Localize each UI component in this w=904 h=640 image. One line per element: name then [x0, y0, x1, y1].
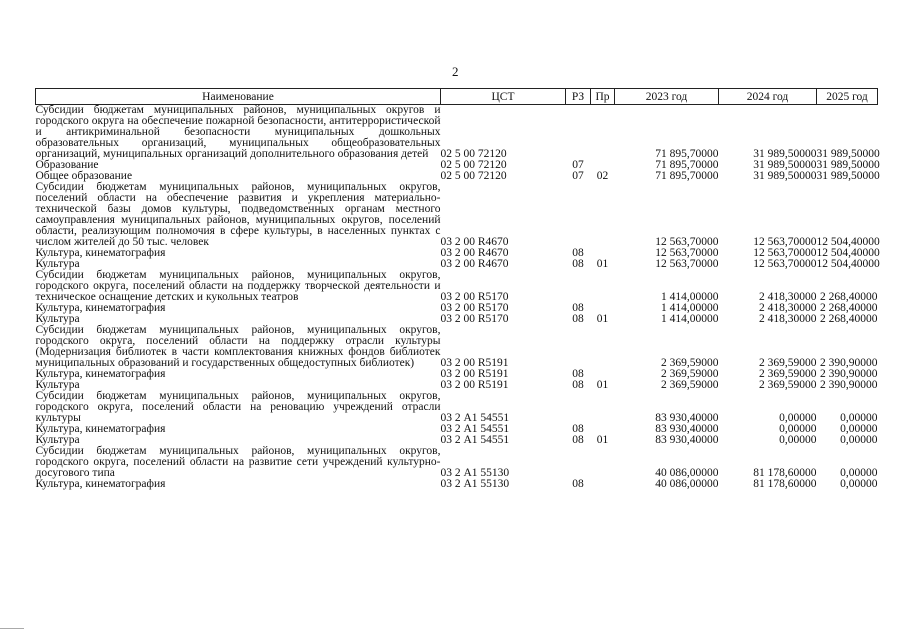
cell-rz: 08: [572, 379, 584, 391]
header-pr: Пр: [591, 89, 615, 105]
cell-rz: 08: [572, 423, 584, 435]
cell-y2025: 12 504,40000: [816, 258, 880, 270]
cell-pr: 02: [596, 170, 609, 182]
cell-rz: [566, 105, 591, 161]
cell-y2023: 12 563,70000: [655, 258, 719, 270]
cell-rz: 08: [572, 434, 584, 446]
cell-y2024: 31 989,50000: [753, 170, 817, 182]
cell-y2023: 83 930,40000: [655, 434, 719, 446]
cell-y2024: 12 563,70000: [753, 236, 817, 248]
cell-pr: [591, 270, 615, 303]
table-row: [36, 325, 878, 369]
cell-rz: 07: [572, 170, 584, 182]
cell-cst: 03 2 00 R5191: [440, 357, 509, 369]
cell-y2025: 2 268,40000: [820, 313, 878, 325]
cell-pr: [591, 446, 615, 479]
cell-y2024: 2 418,30000: [759, 302, 817, 314]
cell-name: Культура, кинематография: [35, 368, 166, 380]
cell-pr: [591, 182, 615, 248]
cell-y2025: 2 390,90000: [820, 368, 878, 380]
cell-cst: 03 2 00 R4670: [440, 258, 509, 270]
cell-y2025: 2 390,90000: [820, 379, 878, 391]
cell-cst: 03 2 00 R5170: [440, 302, 509, 314]
cell-y2024: 2 369,59000: [759, 379, 817, 391]
cell-pr: 01: [596, 434, 609, 446]
cell-name: Культура: [35, 258, 80, 270]
page-number: 2: [452, 64, 459, 79]
table-row: [36, 182, 878, 248]
cell-rz: [566, 270, 591, 303]
cell-y2023: 40 086,00000: [655, 467, 719, 479]
cell-y2024: 81 178,60000: [753, 478, 817, 490]
cell-y2024: 12 563,70000: [753, 247, 817, 259]
cell-name: Культура, кинематография: [35, 478, 166, 490]
cell-y2023: 2 369,59000: [661, 368, 719, 380]
table-body: [36, 105, 878, 491]
cell-cst: 03 2 А1 54551: [440, 434, 510, 446]
cell-y2023: 12 563,70000: [655, 247, 719, 259]
cell-y2023: 71 895,70000: [655, 159, 719, 171]
cell-cst: 03 2 00 R4670: [440, 236, 509, 248]
cell-y2025: 31 989,50000: [816, 148, 880, 160]
cell-name: Культура: [35, 313, 80, 325]
cell-cst: 02 5 00 72120: [440, 148, 507, 160]
cell-pr: [591, 105, 615, 161]
cell-rz: 08: [572, 313, 584, 325]
cell-cst: 02 5 00 72120: [440, 159, 507, 171]
cell-name: Культура, кинематография: [35, 247, 166, 259]
cell-y2023: 40 086,00000: [655, 478, 719, 490]
cell-y2023: 1 414,00000: [661, 313, 719, 325]
cell-pr: [591, 391, 615, 424]
header-2025: 2025 год: [817, 89, 878, 105]
cell-rz: 08: [572, 258, 584, 270]
table-row: [36, 446, 878, 479]
cell-y2025: 0,00000: [840, 412, 878, 424]
cell-y2025: 12 504,40000: [816, 247, 880, 259]
cell-y2024: 0,00000: [779, 434, 817, 446]
cell-y2025: 0,00000: [840, 467, 878, 479]
cell-cst: 03 2 00 R5170: [440, 291, 509, 303]
cell-y2024: 2 369,59000: [759, 357, 817, 369]
cell-cst: 03 2 А1 54551: [440, 412, 510, 424]
header-2023: 2023 год: [615, 89, 719, 105]
cell-y2025: 0,00000: [840, 423, 878, 435]
table-row: [36, 270, 878, 303]
cell-y2023: 71 895,70000: [655, 148, 719, 160]
cell-y2024: 31 989,50000: [753, 148, 817, 160]
cell-name: Субсидии бюджетам муниципальных районов, муниципальных округов и городского округа на обеспечение пожарной безопасности, антитеррористической и антикриминальной безопасности муниципальных дошкольных образовательных организаций, муниципальных общеобразовательных организаций, муниципальных организаций дополнительного образования детей: [35, 104, 441, 160]
cell-y2024: 0,00000: [779, 423, 817, 435]
cell-name: Культура: [35, 434, 80, 446]
cell-cst: 02 5 00 72120: [440, 170, 507, 182]
cell-cst: 03 2 А1 55130: [440, 478, 510, 490]
cell-name: Субсидии бюджетам муниципальных районов, муниципальных округов, городского округа, поселений области на реновацию учреждений отрасли культуры: [35, 390, 441, 424]
cell-name: Субсидии бюджетам муниципальных районов, муниципальных округов, городского округа, поселений области на поддержку творческой деятельности и техническое оснащение детских и кукольных театров: [35, 269, 441, 303]
cell-y2023: 83 930,40000: [655, 423, 719, 435]
cell-cst: 03 2 00 R5191: [440, 368, 509, 380]
cell-y2024: 12 563,70000: [753, 258, 817, 270]
header-name: Наименование: [36, 89, 441, 105]
cell-y2025: 31 989,50000: [816, 159, 880, 171]
cell-cst: 03 2 00 R5170: [440, 313, 509, 325]
cell-pr: [591, 325, 615, 369]
cell-pr: 01: [596, 258, 609, 270]
cell-y2023: 12 563,70000: [655, 236, 719, 248]
cell-rz: 08: [572, 478, 584, 490]
cell-y2025: 12 504,40000: [816, 236, 880, 248]
header-rz: РЗ: [566, 89, 591, 105]
table-row: [36, 391, 878, 424]
cell-rz: 08: [572, 302, 584, 314]
scan-edge-mark: [0, 628, 24, 629]
table-row: [36, 105, 878, 161]
cell-y2025: 2 268,40000: [820, 291, 878, 303]
cell-y2025: 0,00000: [840, 478, 878, 490]
cell-rz: [566, 446, 591, 479]
cell-y2024: 2 418,30000: [759, 313, 817, 325]
cell-cst: 03 2 00 R4670: [440, 247, 509, 259]
cell-pr: [591, 479, 615, 490]
cell-rz: [566, 182, 591, 248]
cell-name: Культура: [35, 379, 80, 391]
cell-y2023: 1 414,00000: [661, 291, 719, 303]
cell-rz: 07: [572, 159, 584, 171]
table-row: [36, 479, 878, 490]
table-header-row: [36, 89, 878, 105]
cell-name: Субсидии бюджетам муниципальных районов, муниципальных округов, городского округа, поселений области на поддержку отрасли культуры (Модернизация библиотек в части комплектования книжных фондов библиотек муниципальных образований и государственных общедоступных библиотек): [35, 324, 441, 369]
cell-y2024: 0,00000: [779, 412, 817, 424]
cell-y2023: 2 369,59000: [661, 357, 719, 369]
cell-rz: 08: [572, 368, 584, 380]
cell-rz: 08: [572, 247, 584, 259]
cell-y2024: 31 989,50000: [753, 159, 817, 171]
cell-y2023: 71 895,70000: [655, 170, 719, 182]
cell-name: Культура, кинематография: [35, 423, 166, 435]
cell-name: Образование: [35, 159, 99, 171]
cell-y2025: 31 989,50000: [816, 170, 880, 182]
cell-name: Общее образование: [35, 170, 133, 182]
cell-y2024: 2 369,59000: [759, 368, 817, 380]
cell-y2023: 83 930,40000: [655, 412, 719, 424]
cell-rz: [566, 325, 591, 369]
cell-y2025: 0,00000: [840, 434, 878, 446]
cell-name: Культура, кинематография: [35, 302, 166, 314]
cell-name: Субсидии бюджетам муниципальных районов, муниципальных округов, городского округа, поселений области на развитие сети учреждений культурно-досугового типа: [35, 445, 441, 479]
header-2024: 2024 год: [719, 89, 817, 105]
cell-y2024: 81 178,60000: [753, 467, 817, 479]
cell-cst: 03 2 А1 54551: [440, 423, 510, 435]
cell-y2023: 1 414,00000: [661, 302, 719, 314]
cell-pr: 01: [596, 313, 609, 325]
cell-rz: [566, 391, 591, 424]
cell-y2025: 2 268,40000: [820, 302, 878, 314]
cell-pr: 01: [596, 379, 609, 391]
cell-cst: 03 2 А1 55130: [440, 467, 510, 479]
cell-y2025: 2 390,90000: [820, 357, 878, 369]
cell-cst: 03 2 00 R5191: [440, 379, 509, 391]
cell-y2024: 2 418,30000: [759, 291, 817, 303]
budget-table: [35, 88, 878, 490]
cell-y2023: 2 369,59000: [661, 379, 719, 391]
cell-name: Субсидии бюджетам муниципальных районов, муниципальных округов, поселений области на обеспечение развития и укрепления материально-технической базы домов культуры, подведомственных органам местного самоуправления муниципальных районов, муниципальных округов, поселений области, реализующим полномочия в сфере культуры, в населенных пунктах с числом жителей до 50 тыс. человек: [35, 181, 441, 248]
header-cst: ЦСТ: [441, 89, 566, 105]
